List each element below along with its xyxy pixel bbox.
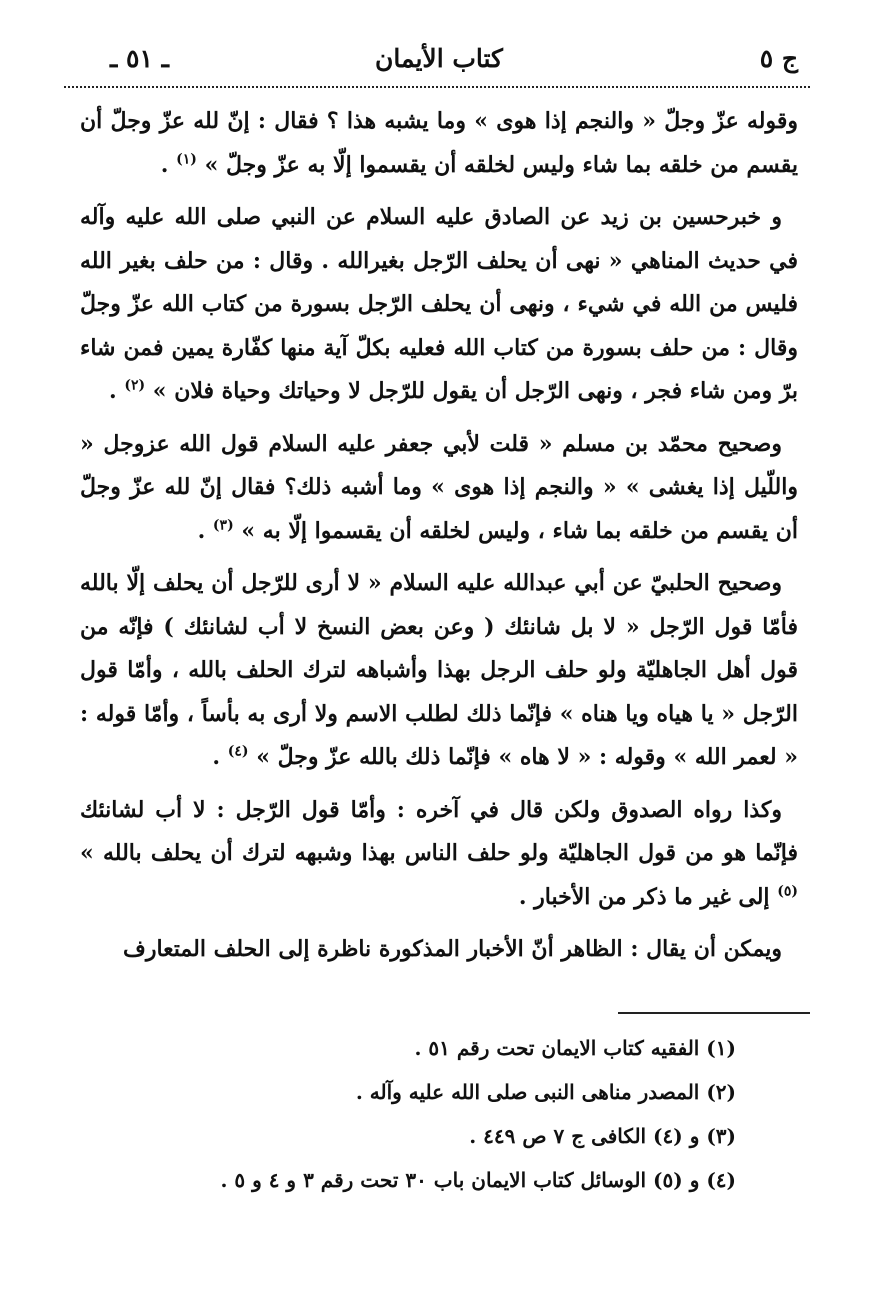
- page-title: كتاب الأيمان: [375, 44, 503, 73]
- paragraph-tail: .: [109, 378, 117, 404]
- paragraph-text: وقوله عزّ وجلّ « والنجم إذا هوى » وما يشبه هذا ؟ فقال : إنّ لله عزّ وجلّ أن يقسم من خلقه بما شاء وليس لخلقه أن يقسموا إلّا به عزّ وجلّ »: [80, 108, 798, 178]
- footnote: (٢) المصدر مناهى النبى صلى الله عليه وآله .: [355, 1080, 736, 1104]
- paragraph-text: وصحيح الحلبيّ عن أبي عبدالله عليه السلام « لا أرى للرّجل أن يحلف إلّا بالله فأمّا قول الرّجل « لا بل شانئك ( وعن بعض النسخ لا أب لشانئك ) فإنّه من قول أهل الجاهليّة ولو حلف الرجل بهذا وأشباهه لترك الحلف بالله ، وأمّا قول الرّجل « يا هياه ويا هناه » فإنّما ذلك لطلب الاسم ولا أرى به بأساً ، وأمّا قوله : « لعمر الله » وقوله : « لا هاه » فإنّما ذلك بالله عزّ وجلّ »: [80, 570, 798, 770]
- footnote-ref: (٢): [124, 377, 146, 394]
- paragraph-text: وصحيح محمّد بن مسلم « قلت لأبي جعفر عليه السلام قول الله عزوجل « واللّيل إذا يغشى » « والنجم إذا هوى » وما أشبه ذلك؟ فقال إنّ لله عزّ وجلّ أن يقسم من خلقه بما شاء ، وليس لخلقه أن يقسموا إلّا به »: [80, 430, 798, 544]
- footnote-ref: (١): [176, 151, 197, 168]
- paragraph-tail: إلى غير ما ذكر من الأخبار .: [518, 883, 770, 910]
- paragraph-text: ويمكن أن يقال : الظاهر أنّ الأخبار المذكورة ناظرة إلى الحلف المتعارف: [123, 936, 782, 962]
- footnote-ref: (٤): [227, 743, 249, 760]
- paragraph-text: و خبرحسين بن زيد عن الصادق عليه السلام عن النبي صلى الله عليه وآله في حديث المناهي « نهى أن يحلف الرّجل بغيرالله . وقال : من حلف بغير الله فليس من الله في شيء ، ونهى أن يحلف الرّجل بسورة من كتاب الله عزّ وجلّ وقال : من حلف بسورة من كتاب الله فعليه بكلّ آية منها كفّارة يمين فمن شاء برّ ومن شاء فجر ، ونهى الرّجل أن يقول للرّجل لا وحياتك وحياة فلان »: [80, 204, 798, 404]
- paragraph: [80, 196, 798, 414]
- paragraph-text: وكذا رواه الصدوق ولكن قال في آخره : وأمّا قول الرّجل : لا أب لشانئك فإنّما هو من قول الجاهليّة ولو حلف الناس بهذا وشبهه لترك أن يحلف بالله »: [80, 796, 798, 866]
- footnotes: [120, 1026, 736, 1202]
- footnote-divider: [618, 1012, 810, 1014]
- paragraph: [80, 423, 798, 554]
- body-text: [80, 100, 798, 981]
- footnote-ref: (٣): [212, 517, 234, 534]
- paragraph: [80, 789, 798, 920]
- footnote: (٤) و (٥) الوسائل كتاب الايمان باب ٣٠ تحت رقم ٣ و ٤ و ٥ .: [220, 1168, 736, 1192]
- page-number: ـ ٥١ ـ: [110, 44, 169, 73]
- paragraph-tail: .: [212, 744, 221, 770]
- paragraph: [80, 100, 798, 187]
- footnote: (٣) و (٤) الكافى ج ٧ ص ٤٤٩ .: [469, 1124, 736, 1148]
- footnote-ref: (٥): [777, 883, 798, 900]
- paragraph: [80, 928, 798, 972]
- paragraph: [80, 562, 798, 780]
- footnote: (١) الفقيه كتاب الايمان تحت رقم ٥١ .: [414, 1036, 736, 1060]
- volume-label: ج ٥: [759, 44, 798, 73]
- page-header: [80, 40, 798, 80]
- header-divider: [64, 86, 810, 88]
- paragraph-tail: .: [197, 517, 206, 544]
- paragraph-tail: .: [160, 151, 169, 178]
